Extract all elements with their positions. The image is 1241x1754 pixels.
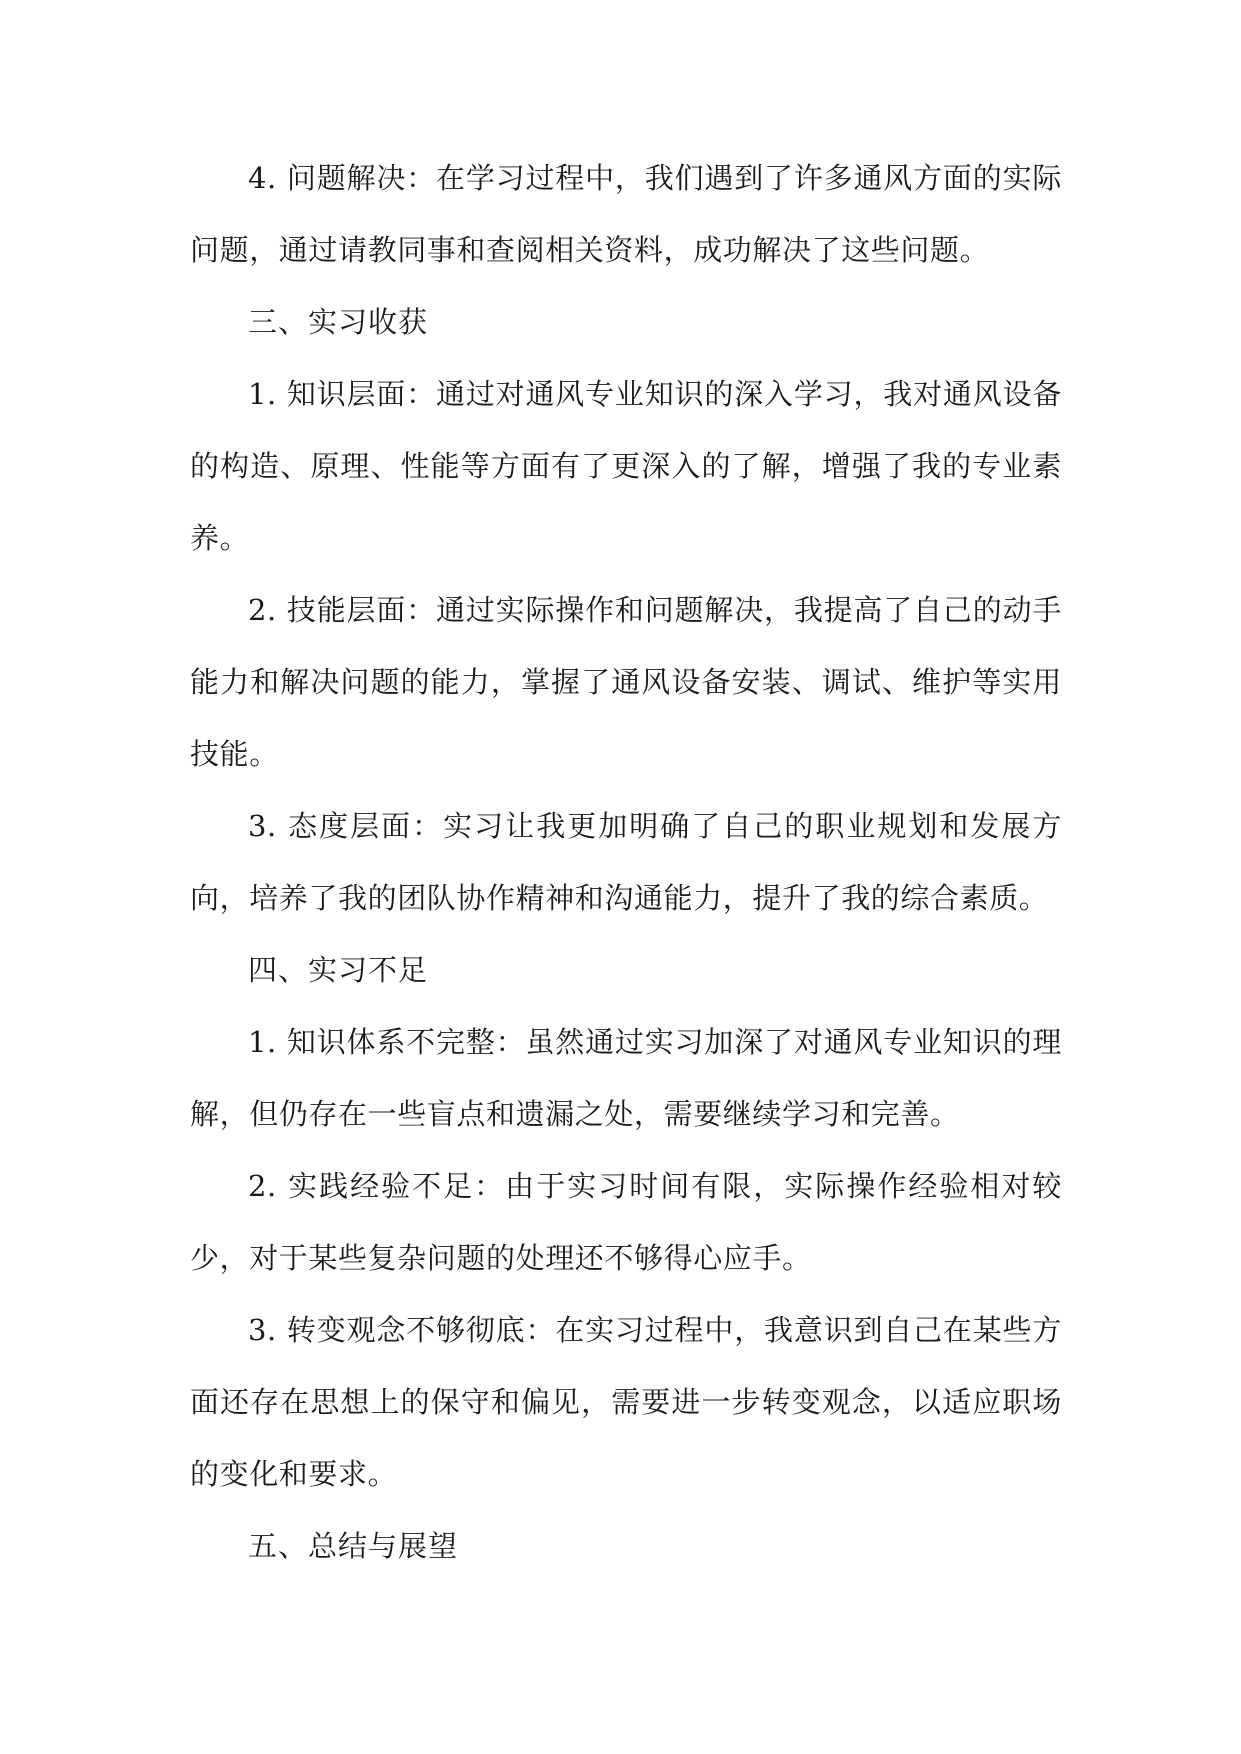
- paragraph-attitude-level: 3. 态度层面：实习让我更加明确了自己的职业规划和发展方向，培养了我的团队协作精神和沟通能力，提升了我的综合素质。: [190, 809, 1062, 915]
- section-heading-internship-shortcomings: 四、实习不足: [248, 953, 429, 987]
- paragraph-problem-solving: 4. 问题解决：在学习过程中，我们遇到了许多通风方面的实际问题，通过请教同事和查阅相关资料，成功解决了这些问题。: [190, 161, 1062, 267]
- document-body: [190, 142, 1062, 1582]
- paragraph-lack-of-experience: 2. 实践经验不足：由于实习时间有限，实际操作经验相对较少，对于某些复杂问题的处理还不够得心应手。: [190, 1169, 1062, 1275]
- paragraph-skill-level: 2. 技能层面：通过实际操作和问题解决，我提高了自己的动手能力和解决问题的能力，掌握了通风设备安装、调试、维护等实用技能。: [190, 593, 1062, 771]
- section-heading-internship-gains: 三、实习收获: [248, 305, 429, 339]
- section-heading-summary-outlook: 五、总结与展望: [248, 1529, 459, 1563]
- paragraph-mindset-change: 3. 转变观念不够彻底：在实习过程中，我意识到自己在某些方面还存在思想上的保守和偏见，需要进一步转变观念，以适应职场的变化和要求。: [190, 1313, 1062, 1491]
- paragraph-knowledge-level: 1. 知识层面：通过对通风专业知识的深入学习，我对通风设备的构造、原理、性能等方面有了更深入的了解，增强了我的专业素养。: [190, 377, 1062, 555]
- paragraph-incomplete-knowledge: 1. 知识体系不完整：虽然通过实习加深了对通风专业知识的理解，但仍存在一些盲点和遗漏之处，需要继续学习和完善。: [190, 1025, 1062, 1131]
